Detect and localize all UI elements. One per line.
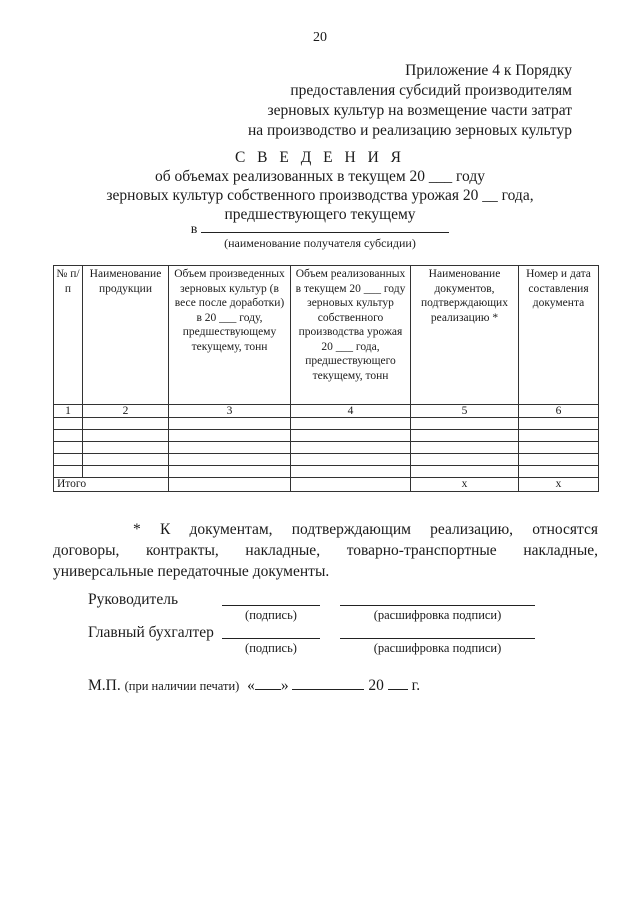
header-documents: Наименование документов, подтверждающих реализацию *	[411, 266, 519, 405]
table-row	[54, 430, 599, 442]
recipient-caption: (наименование получателя субсидии)	[224, 236, 416, 250]
sales-volume-table	[53, 265, 599, 492]
table-cell[interactable]	[411, 442, 519, 454]
table-row	[54, 466, 599, 478]
data-rows	[54, 418, 599, 478]
table-cell[interactable]	[83, 430, 169, 442]
head-signature-line[interactable]	[222, 604, 320, 606]
table-cell[interactable]	[83, 418, 169, 430]
total-documents-cell: x	[411, 478, 519, 492]
title-heading: С В Е Д Е Н И Я	[234, 149, 406, 166]
header-number: № п/п	[54, 266, 83, 405]
footnote	[53, 519, 598, 582]
stamp-label: М.П.	[88, 677, 121, 694]
header-doc-number-date: Номер и дата составления документа	[519, 266, 599, 405]
table-cell[interactable]	[54, 442, 83, 454]
column-number: 2	[83, 405, 169, 418]
table-cell[interactable]	[519, 454, 599, 466]
document-title	[0, 148, 640, 224]
month-blank[interactable]	[292, 676, 364, 690]
table-cell[interactable]	[411, 418, 519, 430]
table-cell[interactable]	[169, 442, 291, 454]
footnote-first-line: * К документам, подтверждающим реализацию, относятся	[133, 521, 598, 538]
page-number: 20	[313, 30, 327, 45]
signature-role-head: Руководитель	[88, 591, 179, 608]
column-number: 6	[519, 405, 599, 418]
total-produced-cell[interactable]	[169, 478, 291, 492]
table-cell[interactable]	[54, 430, 83, 442]
head-name-line[interactable]	[340, 604, 535, 606]
close-quote: »	[280, 677, 289, 694]
recipient-prefix: в	[190, 222, 198, 237]
table-cell[interactable]	[54, 454, 83, 466]
table-cell[interactable]	[291, 418, 411, 430]
table-cell[interactable]	[54, 466, 83, 478]
title-line: об объемах реализованных в текущем 20 ___ году	[155, 168, 485, 185]
column-number: 1	[54, 405, 83, 418]
accountant-name-caption: (расшифровка подписи)	[373, 641, 502, 655]
table-cell[interactable]	[83, 454, 169, 466]
table-row	[54, 418, 599, 430]
table-cell[interactable]	[83, 466, 169, 478]
total-sold-cell[interactable]	[291, 478, 411, 492]
header-produced-volume: Объем произведенных зерновых культур (в весе после доработки) в 20 ___ году, предшествующему текущему, тонн	[169, 266, 291, 405]
table-cell[interactable]	[411, 466, 519, 478]
accountant-name-line[interactable]	[340, 637, 535, 639]
year-prefix: 20	[368, 677, 384, 694]
stamp-date-line	[88, 676, 420, 695]
head-name-caption: (расшифровка подписи)	[373, 608, 502, 622]
table-cell[interactable]	[411, 430, 519, 442]
appendix-line: на производство и реализацию зерновых культур	[247, 122, 572, 139]
table-cell[interactable]	[169, 430, 291, 442]
title-line: предшествующего текущему	[224, 206, 416, 223]
table-cell[interactable]	[519, 430, 599, 442]
column-number: 5	[411, 405, 519, 418]
table-cell[interactable]	[519, 442, 599, 454]
recipient-blank-line[interactable]	[201, 219, 449, 233]
total-row	[54, 478, 599, 492]
table-cell[interactable]	[169, 418, 291, 430]
appendix-reference	[248, 61, 572, 141]
table-cell[interactable]	[291, 442, 411, 454]
day-blank[interactable]	[255, 676, 281, 690]
table-cell[interactable]	[169, 454, 291, 466]
table-cell[interactable]	[169, 466, 291, 478]
column-number: 3	[169, 405, 291, 418]
table-cell[interactable]	[291, 466, 411, 478]
appendix-line: зерновых культур на возмещение части затрат	[267, 102, 572, 119]
column-number: 4	[291, 405, 411, 418]
header-sold-volume: Объем реализованных в текущем 20 ___ году зерновых культур собственного производства урожая 20 ___ года, предшествующего текущему, тонн	[291, 266, 411, 405]
table-header-row	[54, 266, 599, 405]
signature-role-accountant: Главный бухгалтер	[88, 624, 214, 641]
accountant-signature-caption: (подпись)	[245, 641, 297, 655]
title-line: зерновых культур собственного производства урожая 20 __ года,	[106, 187, 534, 204]
table-cell[interactable]	[411, 454, 519, 466]
header-product-name: Наименование продукции	[83, 266, 169, 405]
column-number-row	[54, 405, 599, 418]
table-row	[54, 442, 599, 454]
table-cell[interactable]	[54, 418, 83, 430]
footnote-rest: договоры, контракты, накладные, товарно-транспортные накладные, универсальные передаточные документы.	[53, 542, 598, 580]
table-row	[54, 454, 599, 466]
year-suffix: г.	[411, 677, 421, 694]
year-blank[interactable]	[388, 676, 408, 690]
stamp-note: (при наличии печати)	[124, 679, 240, 693]
table-cell[interactable]	[291, 430, 411, 442]
appendix-line: предоставления субсидий производителям	[290, 82, 572, 99]
head-signature-caption: (подпись)	[245, 608, 297, 622]
table-cell[interactable]	[83, 442, 169, 454]
table-cell[interactable]	[519, 466, 599, 478]
accountant-signature-line[interactable]	[222, 637, 320, 639]
table-cell[interactable]	[291, 454, 411, 466]
table-cell[interactable]	[519, 418, 599, 430]
appendix-line: Приложение 4 к Порядку	[405, 62, 572, 79]
open-quote: «	[247, 677, 255, 694]
total-doc-number-cell: x	[519, 478, 599, 492]
total-label: Итого	[54, 478, 169, 492]
